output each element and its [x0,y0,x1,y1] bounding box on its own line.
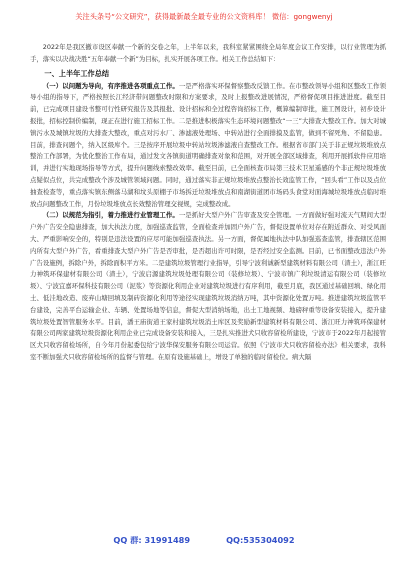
section-heading-1: 一、上半年工作总结 [44,68,110,78]
sub-section-2-text: 一是抓好大型户外广告审查及安全管理。一方面做好强对流天气期间大型户外广告安全隐患排查，加大执法力度，加强巡查监管，全面检查并加固户外广告，督促设置单位对存在附近群众、对受风面大、严重影响安全的，特别是违法设置的应尽可能加强巡查执法。另一方面，督促属地执法中队加强巡查监管，排查辖区范围内所有大型户外广告，看重排查大型户外广告是否审批，是否超出许可时限，是否经过安全监测。目前，已书面整改违法户外广告设施例，拆除户外，拆除面积平方米。二是建筑垃圾管理行业指导，引导宁波利诚新型建筑材料有限公司（渣土），浙江旺力神筑环保建材有限公司（渣土），宁波启源建筑垃圾处理有限公司（装修垃圾）、宁波市镇广利垃圾清运有限公司（装修垃圾）、宁波宜嘉环保科技有限公司（泥浆）等资源化利用企业对建筑垃圾进行有序利用，截至月底，我区通过基础回填、绿化用土、低洼地改造、废弃山塘回填及制砖资源化利用等途径实现建筑垃圾消纳万吨，其中资源化处置万吨。推进建筑垃圾监管平台建设，完善平台运输企业、车辆、处置场地等信息，督促大型消纳场地，出土工地视频、地磅秤重等设备安装接入，提升建筑垃圾处置智管服务水平。目前，潘王庙街道王家村建筑垃圾消土库区及奖励新型建筑材料有限公司、浙江旺力神筑环保建材有限公司两家建筑垃圾资源化利用企业已完成设备安装和接入，三是扎实推进犬只收容留检所建设，宁波市于2022年月起接管区犬只收容留检场所，自今年月份起委包给宁波华保安服务有限公司运营。依照《宁波市犬只收容留检办法》相关要求，我科室不断加强犬只收容留检场所的监督与管理。在原有设施基础上，增设了单独的临时留检位。病大隔 [30,211,387,361]
document-body [30,42,386,364]
sub-section-2 [30,210,386,363]
sub-section-1-title: （一）以问题为导向，有序推进各项重点工作。 [42,81,179,90]
promo-banner-text: 关注头条号“公文研究”，获得最新最全最专业的公文资料库！ 微信：gongwenyj [75,11,333,21]
qq-group-number: QQ 群: 31991489 [113,535,191,545]
contact-footer [0,535,408,546]
sub-section-2-title: （二）以规范为指引，着力推进行业管理工作。 [42,211,179,220]
intro-paragraph: 2022年是我区撤市设区奉献一个新的交卷之年，上半年以来，我科室紧紧围绕全局年度会议工作安排，以行业管理为抓手，落实以决战决胜“五年奉献一个新”为目标，扎实开展各项工作。相关工作总结如下： [30,43,386,63]
promo-banner [22,0,386,34]
qq-number: QQ:535304092 [226,535,295,545]
sub-section-1 [30,81,386,211]
sub-section-1-text: 一是严格落实环保督察整改反馈工作。在市整改领导小组和区整改工作领导小组的指导下，严格按照长江经济带问题整改时限和方案要求，及时上报整改进展情况，严格督促项目推进进度。截至目前，已完成项目建设书整可行性研究报告及其报批、设计招标和全过程咨询招标工作，概算编制审批，施工图设计，初步设计报批，招标控制价编制，现正在进行施工招标工作。二是推进积极落实生态环境问题整改“一三”大排查大整改工作。加大对城镇污水及城镇垃圾的大排查大整改，重点对污水厂、渗滤液处理场、中转站进行全面排摸及监管，做到不留死角、不留隐患。目前，排查问题个，纳入区级库个。三是按序开展垃圾中转站垃圾渗滤液自查整改工作。根据省市部门关于非正规垃圾堆放点整治工作部署，为优化整治工作布局，通过发文各镇街道明确排查对象和范围，对开展全部区域排查，利用开展抓软件应用培训，并进行实地现场指导等方式，提升问题线索整改效率。截至目前，已全面核查市局第三技术卫星遥感的个非正规垃圾堆放点疑似点位，共完成整改个涉及城管领域问题。同时，通过落实非正规垃圾堆放点整治长效监管工作，“回头看”工作以及点位抽查检查等，重点落实镇东侧落马湖和坟头原棚子市场拆迁垃圾堆放点和南湖街道团市场码头食堂对面海城垃圾堆放点临时堆放点问题整改工作，月份垃圾堆放点长效整治管理交视规，完成整改成。 [30,81,387,208]
